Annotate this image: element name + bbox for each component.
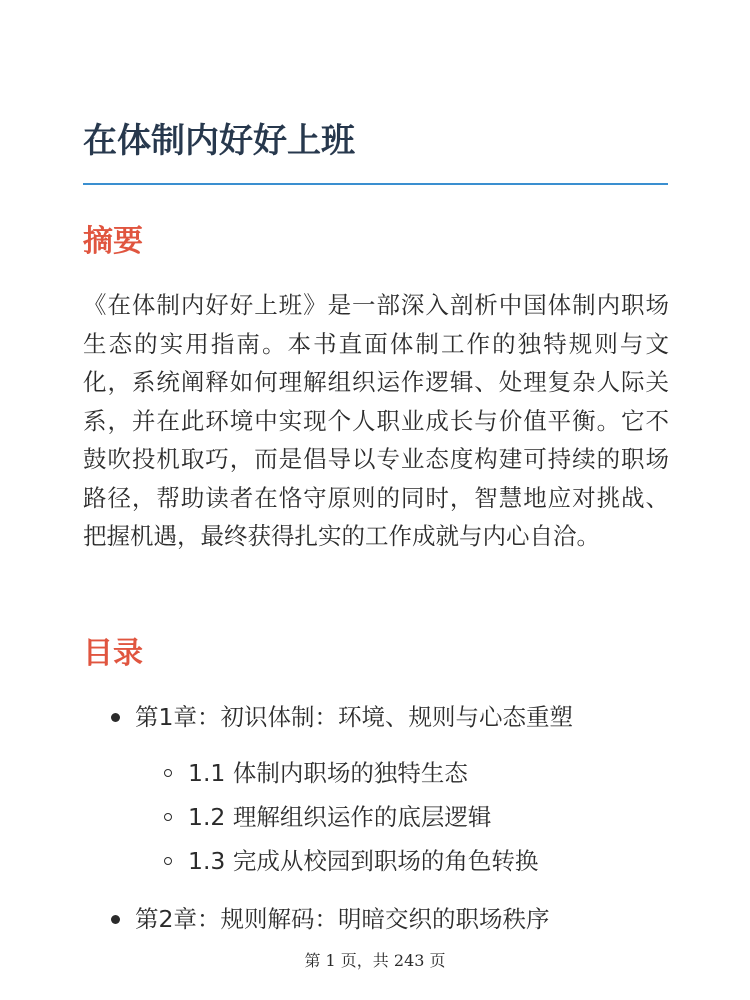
toc-section-1-3[interactable]: 1.3 完成从校园到职场的角色转换: [188, 847, 539, 875]
toc-chapter-2[interactable]: 第2章：规则解码：明暗交织的职场秩序: [135, 905, 550, 933]
bullet-dot-icon: [111, 915, 120, 924]
document-title: 在体制内好好上班: [83, 121, 355, 161]
toc-section-1-1[interactable]: 1.1 体制内职场的独特生态: [188, 759, 468, 787]
toc-chapter-1[interactable]: 第1章：初识体制：环境、规则与心态重塑: [135, 703, 573, 731]
bullet-ring-icon: [164, 813, 172, 821]
page-number-footer: 第 1 页，共 243 页: [304, 951, 446, 970]
toc-heading: 目录: [83, 636, 143, 671]
bullet-ring-icon: [164, 857, 172, 865]
abstract-paragraph: 《在体制内好好上班》是一部深入剖析中国体制内职场生态的实用指南。本书直面体制工作的独特规则与文化，系统阐释如何理解组织运作逻辑、处理复杂人际关系，并在此环境中实现个人职业成长与价值平衡。它不鼓吹投机取巧，而是倡导以专业态度构建可持续的职场路径，帮助读者在恪守原则的同时，智慧地应对挑战、把握机遇，最终获得扎实的工作成就与内心自洽。: [83, 291, 669, 550]
bullet-ring-icon: [164, 769, 172, 777]
title-divider: [83, 183, 668, 185]
toc-section-1-2[interactable]: 1.2 理解组织运作的底层逻辑: [188, 803, 492, 831]
bullet-dot-icon: [111, 713, 120, 722]
abstract-heading: 摘要: [83, 224, 143, 259]
